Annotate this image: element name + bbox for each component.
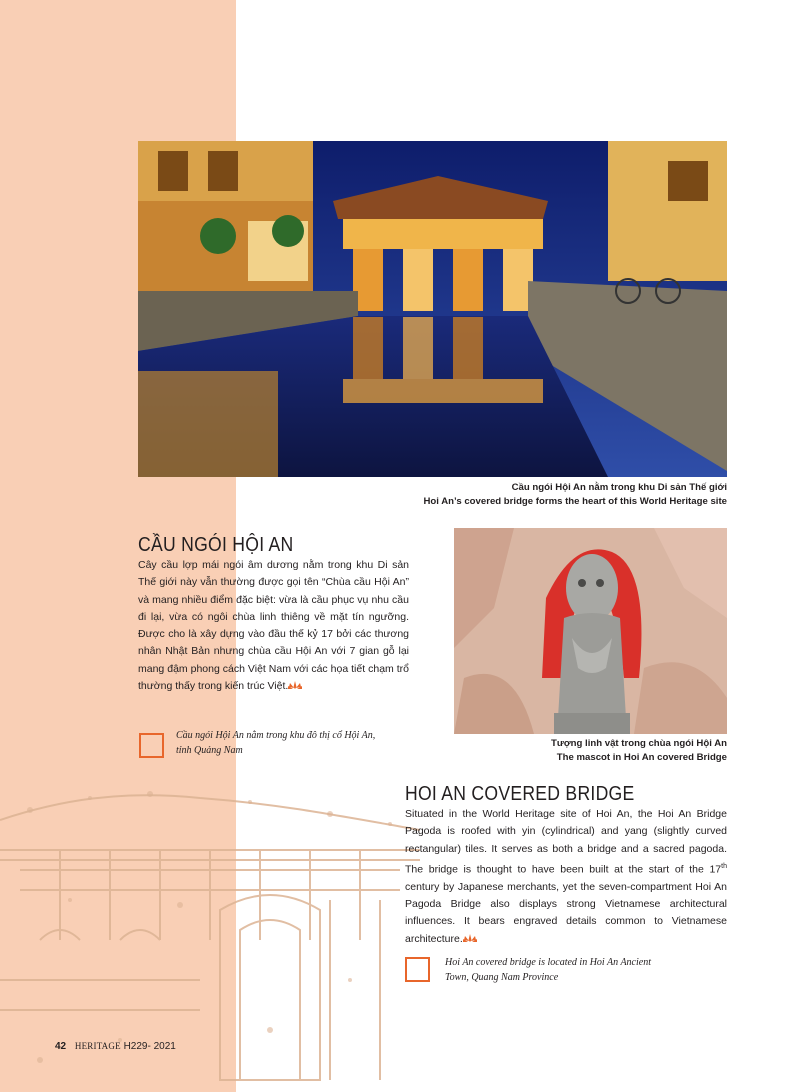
- body-text-vn: [138, 557, 409, 695]
- photo-hoi-an-covered-bridge: [138, 141, 727, 477]
- page-number: 42: [55, 1041, 67, 1052]
- note-box-icon: [139, 733, 164, 758]
- bridge-caption-en: Hoi An’s covered bridge forms the heart of this World Heritage site: [423, 495, 727, 507]
- body-en-superscript: th: [721, 862, 727, 870]
- heading-vn: CẦU NGÓI HỘI AN: [138, 534, 294, 556]
- note-vn: Cầu ngói Hội An nằm trong khu đô thị cổ Hội An, tỉnh Quảng Nam: [176, 730, 376, 756]
- page-footer: [55, 1041, 176, 1052]
- lotus-icon: [288, 681, 302, 689]
- body-en-part1: Situated in the World Heritage site of Hoi An, the Hoi An Bridge Pagoda is roofed with yin (cylindrical) and yang (slightly curved rectangular) tiles. It serves as both a bridge and a sacred pagoda. The bridge is thought to have been built at the start of the 17: [405, 808, 727, 876]
- mascot-caption-en: The mascot in Hoi An covered Bridge: [556, 751, 727, 763]
- body-en-part2: century by Japanese merchants, yet the seven-compartment Hoi An Pagoda Bridge also displays strong Vietnamese architectural influences. It bears engraved details common to Vietnamese architecture.: [405, 880, 727, 945]
- note-en: Hoi An covered bridge is located in Hoi An Ancient Town, Quang Nam Province: [445, 957, 651, 983]
- bridge-photo-caption: [300, 481, 727, 508]
- lotus-icon: [463, 934, 477, 942]
- issue-number: H229- 2021: [123, 1041, 176, 1052]
- bridge-caption-vn: Cầu ngói Hội An nằm trong khu Di sản Thế giới: [511, 482, 727, 493]
- photo-mascot-statue: [454, 528, 727, 734]
- body-vn-text: Cây cầu lợp mái ngói âm dương nằm trong khu Di sản Thế giới này vẫn thường được gọi tên “Chùa cầu Hội An” và mang nhiều điểm đặc biệt: vừa là cầu phục vụ nhu cầu đi lại, vừa có ngôi chùa linh thiêng về mặt tín ngưỡng. Được cho là xây dựng vào đầu thế kỷ 17 bởi các thương nhân Nhật Bản nhưng chùa cầu Hội An với 7 gian gỗ lại mang đậm phong cách Việt Nam với các họa tiết chạm trổ thường thấy trong kiến trúc Việt.: [138, 559, 409, 693]
- mascot-photo-caption: [454, 737, 727, 764]
- body-text-en: [405, 806, 727, 948]
- magazine-name: HERITAGE: [74, 1041, 121, 1051]
- mascot-caption-vn: Tượng linh vật trong chùa ngói Hội An: [551, 738, 727, 749]
- heading-en: HOI AN COVERED BRIDGE: [405, 783, 635, 805]
- note-box-icon: [405, 957, 430, 982]
